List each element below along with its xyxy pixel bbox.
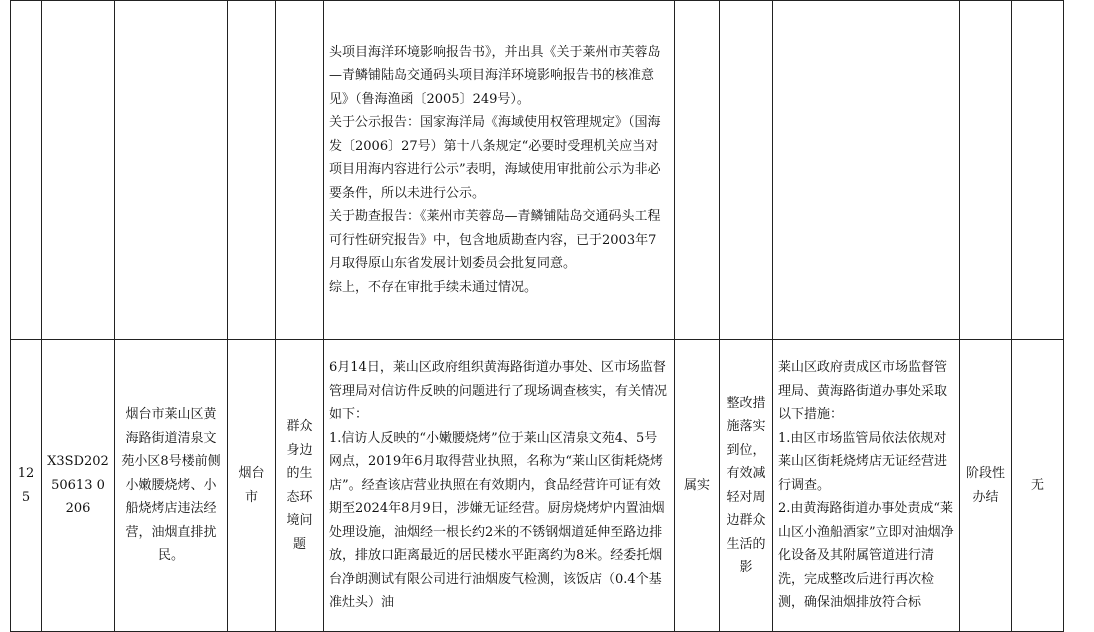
cell-handling-prev [324, 1, 675, 340]
measures-paragraph: 2.由黄海路街道办事处责成“莱山区小渔船酒家”立即对油烟净化设备及其附属管道进行清洗，完成整改后进行再次检测，确保油烟排放符合标 [778, 501, 954, 611]
cell-category-prev [276, 1, 324, 340]
cell-verdict-prev [675, 1, 720, 340]
handling-paragraph: 头项目海洋环境影响报告书》，并出具《关于莱州市芙蓉岛—青鳞铺陆岛交通码头项目海洋环境影响报告书的核准意见》（鲁海渔函〔2005〕249号）。 [329, 44, 661, 107]
cell-complaint-prev [115, 1, 228, 340]
cell-seq: 125 [11, 340, 42, 632]
investigation-paragraph: 6月14日，莱山区政府组织黄海路街道办事处、区市场监督管理局对信访件反映的问题进行了现场调查核实，有关情况如下： [329, 360, 668, 423]
cell-target-prev [720, 1, 773, 340]
cell-complaint: 烟台市莱山区黄海路街道清泉文苑小区8号楼前侧小嫩腰烧烤、小船烧烤店违法经营，油烟直排扰民。 [115, 340, 228, 632]
cell-accountability-prev [1012, 1, 1064, 340]
cell-measures [773, 340, 960, 632]
cell-measures-prev [773, 1, 960, 340]
handling-paragraph: 关于公示报告：国家海洋局《海域使用权管理规定》（国海发〔2006〕27号）第十八条规定“必要时受理机关应当对项目用海内容进行公示”表明，海域使用审批前公示为非必要条件，所以未进行公示。 [329, 115, 661, 201]
cell-status: 阶段性办结 [960, 340, 1012, 632]
measures-paragraph: 莱山区政府责成区市场监督管理局、黄海路街道办事处采取以下措施： [778, 360, 948, 423]
cell-rectification-target: 整改措施落实到位，有效减轻对周边群众生活的影 [720, 340, 773, 632]
cell-seq-prev [11, 1, 42, 340]
cell-category: 群众身边的生态环境问题 [276, 340, 324, 632]
table-row-previous [11, 1, 1064, 340]
cell-city-prev [228, 1, 276, 340]
cell-case-id: X3SD20250613 0206 [42, 340, 115, 632]
cell-city: 烟台市 [228, 340, 276, 632]
measures-paragraph: 1.由区市场监管局依法依规对莱山区街耗烧烤店无证经营进行调查。 [778, 430, 948, 493]
cell-status-prev [960, 1, 1012, 340]
cell-investigation [324, 340, 675, 632]
investigation-paragraph: 1.信访人反映的“小嫩腰烧烤”位于莱山区清泉文苑4、5号网点，2019年6月取得营业执照，名称为“莱山区街耗烧烤店”。经查该店营业执照在有效期内，食品经营许可证有效期至2024年8月9日，涉嫌无证经营。厨房烧烤炉内置油烟处理设施，油烟经一根长约2米的不锈钢烟道延伸至路边排放，排放口距离最近的居民楼水平距离约为8米。经委托烟台净朗测试有限公司进行油烟废气检测，该饭店（0.4个基准灶头）油 [329, 430, 665, 611]
cell-case-id-prev [42, 1, 115, 340]
handling-paragraph: 综上，不存在审批手续未通过情况。 [329, 279, 538, 295]
cell-accountability: 无 [1012, 340, 1064, 632]
handling-paragraph: 关于勘查报告：《莱州市芙蓉岛—青鳞铺陆岛交通码头工程可行性研究报告》中，包含地质勘查内容，已于2003年7月取得原山东省发展计划委员会批复同意。 [329, 209, 661, 272]
petition-table [10, 0, 1064, 632]
table-row-125 [11, 340, 1064, 632]
cell-verdict: 属实 [675, 340, 720, 632]
